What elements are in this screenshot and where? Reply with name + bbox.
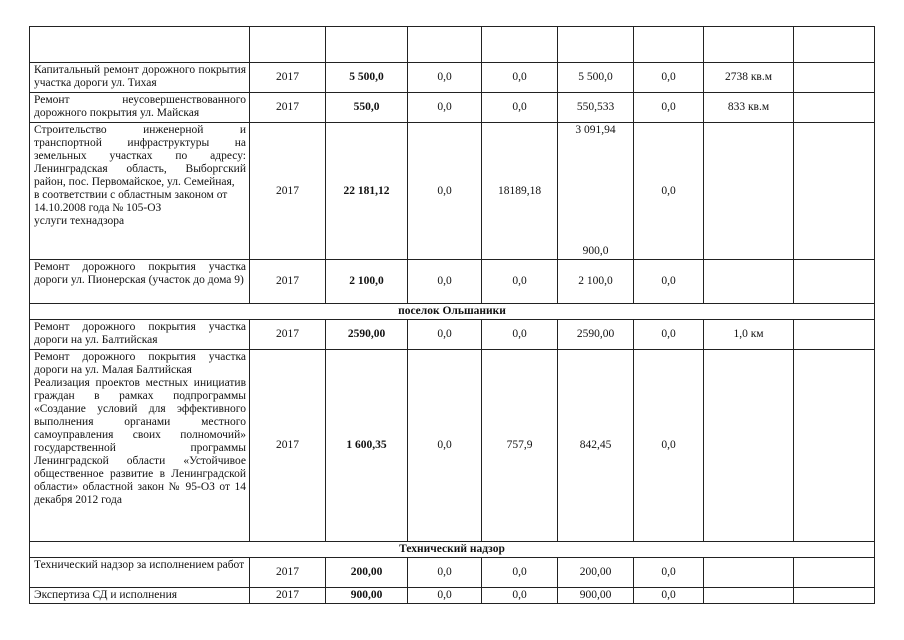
row-year: 2017: [250, 350, 326, 542]
row-c4: 0,0: [634, 350, 704, 542]
row-c3: [558, 123, 634, 260]
row-name-line: услуги технадзора: [34, 215, 125, 227]
section-row: [30, 304, 875, 320]
row-c3: 550,533: [558, 93, 634, 123]
row-c1: 0,0: [408, 588, 482, 604]
row-total: 200,00: [326, 558, 408, 588]
row-c1: 0,0: [408, 123, 482, 260]
row-c5: [704, 123, 794, 260]
row-total: 550,0: [326, 93, 408, 123]
row-c3: 2590,00: [558, 320, 634, 350]
row-name-line: Реализация проектов местных инициатив граждан в рамках подпрограммы «Создание условий для эффективного выполнения органами местного самоуправления своих полномочий» государственной программы Ленинградской области «Устойчивое общественное развитие в Ленинградской области» областной закон № 95-ОЗ от 14 декабря 2012 года: [34, 377, 246, 506]
row-c2: 0,0: [482, 558, 558, 588]
table-row: [30, 320, 875, 350]
row-c3-top: 3 091,94: [575, 124, 616, 136]
row-c2: 18189,18: [482, 123, 558, 260]
row-c4: 0,0: [634, 320, 704, 350]
row-c1: 0,0: [408, 260, 482, 304]
table-row: [30, 350, 875, 542]
row-name: [30, 350, 250, 542]
row-c4: 0,0: [634, 588, 704, 604]
table-row: [30, 63, 875, 93]
row-year: 2017: [250, 320, 326, 350]
row-year: 2017: [250, 260, 326, 304]
row-c5: 2738 кв.м: [704, 63, 794, 93]
row-c2: 0,0: [482, 320, 558, 350]
section-title: Технический надзор: [30, 542, 875, 558]
row-c2: 0,0: [482, 588, 558, 604]
row-c1: 0,0: [408, 320, 482, 350]
row-c5: [704, 558, 794, 588]
row-year: 2017: [250, 588, 326, 604]
budget-table: [29, 26, 875, 604]
row-c2: 0,0: [482, 63, 558, 93]
row-c4: 0,0: [634, 123, 704, 260]
row-c3: 5 500,0: [558, 63, 634, 93]
row-total: 5 500,0: [326, 63, 408, 93]
row-c4: 0,0: [634, 63, 704, 93]
row-c4: 0,0: [634, 558, 704, 588]
row-year: 2017: [250, 93, 326, 123]
table-row: [30, 93, 875, 123]
table-row: [30, 123, 875, 260]
row-name: Ремонт неусовершенствованного дорожного покрытия ул. Майская: [30, 93, 250, 123]
row-name: Технический надзор за исполнением работ: [30, 558, 250, 588]
row-name: [30, 123, 250, 260]
row-year: 2017: [250, 558, 326, 588]
row-c3: 200,00: [558, 558, 634, 588]
row-year: 2017: [250, 123, 326, 260]
row-c4: 0,0: [634, 260, 704, 304]
row-name: Ремонт дорожного покрытия участка дороги ул. Пионерская (участок до дома 9): [30, 260, 250, 304]
row-c2: 0,0: [482, 260, 558, 304]
table-row: [30, 558, 875, 588]
row-c3: 842,45: [558, 350, 634, 542]
table-row: [30, 588, 875, 604]
row-c5: 1,0 км: [704, 320, 794, 350]
row-c5: [704, 588, 794, 604]
row-total: 2 100,0: [326, 260, 408, 304]
row-c5: 833 кв.м: [704, 93, 794, 123]
section-row: [30, 542, 875, 558]
row-c3: 2 100,0: [558, 260, 634, 304]
table-row: [30, 260, 875, 304]
section-title: поселок Ольшаники: [30, 304, 875, 320]
row-c2: 757,9: [482, 350, 558, 542]
row-c1: 0,0: [408, 350, 482, 542]
row-name: Ремонт дорожного покрытия участка дороги на ул. Балтийская: [30, 320, 250, 350]
row-name: Экспертиза СД и исполнения: [30, 588, 250, 604]
row-year: 2017: [250, 63, 326, 93]
row-c5: [704, 350, 794, 542]
row-c3-bottom: 900,0: [582, 245, 609, 257]
row-name-line: в соответствии с областным законом от 14.10.2008 года № 105-ОЗ: [34, 189, 228, 214]
row-name-line: Строительство инженерной и транспортной инфраструктуры на земельных участках по адресу: Ленинградская область, Выборгский район, пос. Первомайское, ул. Семейная,: [34, 124, 246, 188]
row-c4: 0,0: [634, 93, 704, 123]
row-total: 1 600,35: [326, 350, 408, 542]
row-c1: 0,0: [408, 558, 482, 588]
row-c5: [704, 260, 794, 304]
row-total: 2590,00: [326, 320, 408, 350]
row-total: 22 181,12: [326, 123, 408, 260]
table-row-top: [30, 27, 875, 63]
row-c1: 0,0: [408, 93, 482, 123]
row-c1: 0,0: [408, 63, 482, 93]
row-name-line: Ремонт дорожного покрытия участка дороги на ул. Малая Балтийская: [34, 351, 246, 376]
row-name: Капитальный ремонт дорожного покрытия участка дороги ул. Тихая: [30, 63, 250, 93]
row-total: 900,00: [326, 588, 408, 604]
row-c3: 900,00: [558, 588, 634, 604]
row-c2: 0,0: [482, 93, 558, 123]
